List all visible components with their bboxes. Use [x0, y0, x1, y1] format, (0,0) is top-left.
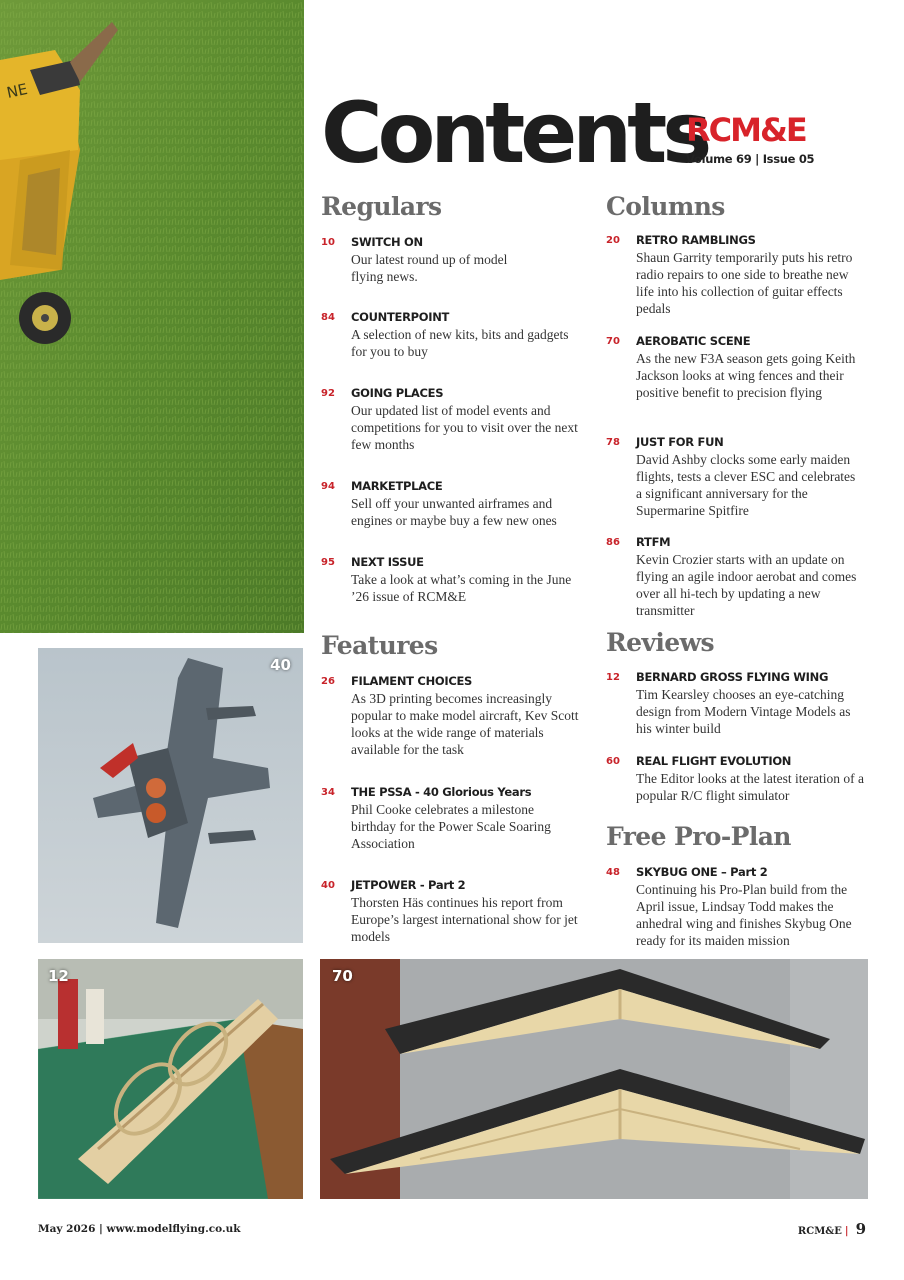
- entry-title: AEROBATIC SCENE: [636, 334, 751, 348]
- entry-title: RTFM: [636, 535, 671, 549]
- contents-entry[interactable]: [606, 865, 852, 949]
- entry-page: 40: [321, 880, 335, 891]
- photo-jet: [38, 648, 303, 943]
- entry-page: 70: [606, 336, 620, 347]
- section-heading-regulars: Regulars: [321, 192, 442, 221]
- entry-description: David Ashby clocks some early maiden flights, tests a clever ESC and celebrates a significant anniversary for the Supermarine Spitfire: [636, 452, 856, 518]
- contents-entry[interactable]: [321, 235, 561, 285]
- entry-page: 84: [321, 312, 335, 323]
- photo-page-label: 12: [48, 967, 69, 985]
- contents-entry[interactable]: [321, 479, 561, 529]
- entry-page: 78: [606, 437, 620, 448]
- entry-title: FILAMENT CHOICES: [351, 674, 473, 688]
- entry-description: Take a look at what’s coming in the June ’26 issue of RCM&E: [351, 572, 572, 604]
- contents-entry[interactable]: [321, 555, 572, 605]
- entry-description: Our updated list of model events and competitions for you to visit over the next few months: [351, 403, 578, 452]
- entry-description: Thorsten Häs continues his report from Europe’s largest international show for jet models: [351, 895, 578, 944]
- footer-brand: RCM&E: [797, 1226, 842, 1237]
- entry-description: Shaun Garrity temporarily puts his retro radio repairs to one side to breathe new life into his collection of guitar effects pedals: [636, 250, 853, 316]
- contents-entry[interactable]: [606, 435, 856, 519]
- entry-description: A selection of new kits, bits and gadgets for you to buy: [351, 327, 569, 359]
- entry-title: GOING PLACES: [351, 386, 444, 400]
- entry-page: 12: [606, 672, 620, 683]
- section-heading-proplan: Free Pro-Plan: [606, 822, 791, 851]
- footer-issue-website: May 2026 | www.modelflying.co.uk: [38, 1223, 241, 1235]
- entry-description: Tim Kearsley chooses an eye-catching design from Modern Vintage Models as his winter build: [636, 687, 851, 736]
- contents-entry[interactable]: [606, 334, 856, 401]
- entry-description: Sell off your unwanted airframes and engines or maybe buy a few new ones: [351, 496, 557, 528]
- magazine-logo: RCM&E: [686, 111, 806, 149]
- entry-title: SWITCH ON: [351, 235, 423, 249]
- entry-page: 95: [321, 557, 335, 568]
- entry-title: THE PSSA - 40 Glorious Years: [351, 785, 532, 799]
- entry-description: As 3D printing becomes increasingly popular to make model aircraft, Kev Scott looks at the wide range of materials available for the task: [351, 691, 579, 757]
- photo-wing-panels: [320, 959, 868, 1199]
- footer-separator: |: [844, 1226, 849, 1237]
- entry-title: NEXT ISSUE: [351, 555, 424, 569]
- section-heading-columns: Columns: [606, 192, 725, 221]
- contents-entry[interactable]: [606, 754, 864, 804]
- contents-entry[interactable]: [606, 233, 853, 317]
- entry-page: 48: [606, 867, 620, 878]
- entry-description: Continuing his Pro-Plan build from the April issue, Lindsay Todd makes the anhedral wing and finishes Skybug One ready for its maiden mission: [636, 882, 852, 948]
- entry-description: Kevin Crozier starts with an update on flying an agile indoor aerobat and comes over all hi-tech by updating a new transmitter: [636, 552, 857, 618]
- photo-page-label: 40: [270, 656, 291, 674]
- contents-entry[interactable]: [321, 310, 569, 360]
- contents-entry[interactable]: [321, 674, 579, 758]
- photo-yellow-plane: [0, 0, 304, 633]
- entry-page: 20: [606, 235, 620, 246]
- entry-page: 26: [321, 676, 335, 687]
- entry-title: COUNTERPOINT: [351, 310, 450, 324]
- entry-title: JETPOWER - Part 2: [351, 878, 466, 892]
- contents-entry[interactable]: [606, 535, 857, 619]
- contents-entry[interactable]: [606, 670, 851, 737]
- entry-description: The Editor looks at the latest iteration of a popular R/C flight simulator: [636, 771, 864, 803]
- entry-page: 92: [321, 388, 335, 399]
- section-heading-reviews: Reviews: [606, 628, 715, 657]
- footer-folio: [798, 1220, 866, 1238]
- entry-description: Phil Cooke celebrates a milestone birthday for the Power Scale Soaring Association: [351, 802, 551, 851]
- page-title: Contents: [321, 84, 708, 182]
- entry-title: RETRO RAMBLINGS: [636, 233, 756, 247]
- photo-fuselage-build: [38, 959, 303, 1199]
- entry-page: 86: [606, 537, 620, 548]
- entry-description: As the new F3A season gets going Keith Jackson looks at wing fences and their positive benefit to precision flying: [636, 351, 856, 400]
- entry-page: 94: [321, 481, 335, 492]
- entry-title: REAL FLIGHT EVOLUTION: [636, 754, 792, 768]
- plane-lettering: NE: [5, 80, 30, 102]
- entry-page: 60: [606, 756, 620, 767]
- section-heading-features: Features: [321, 631, 438, 660]
- entry-description: Our latest round up of model flying news.: [351, 252, 508, 284]
- contents-entry[interactable]: [321, 785, 561, 852]
- photo-page-label: 70: [332, 967, 353, 985]
- entry-page: 10: [321, 237, 335, 248]
- contents-entry[interactable]: [321, 878, 578, 945]
- contents-entry[interactable]: [321, 386, 578, 453]
- entry-page: 34: [321, 787, 335, 798]
- entry-title: SKYBUG ONE – Part 2: [636, 865, 768, 879]
- page-number: 9: [855, 1220, 866, 1238]
- entry-title: JUST FOR FUN: [636, 435, 724, 449]
- entry-title: BERNARD GROSS FLYING WING: [636, 670, 829, 684]
- issue-volume: Volume 69 | Issue 05: [686, 152, 815, 166]
- entry-title: MARKETPLACE: [351, 479, 443, 493]
